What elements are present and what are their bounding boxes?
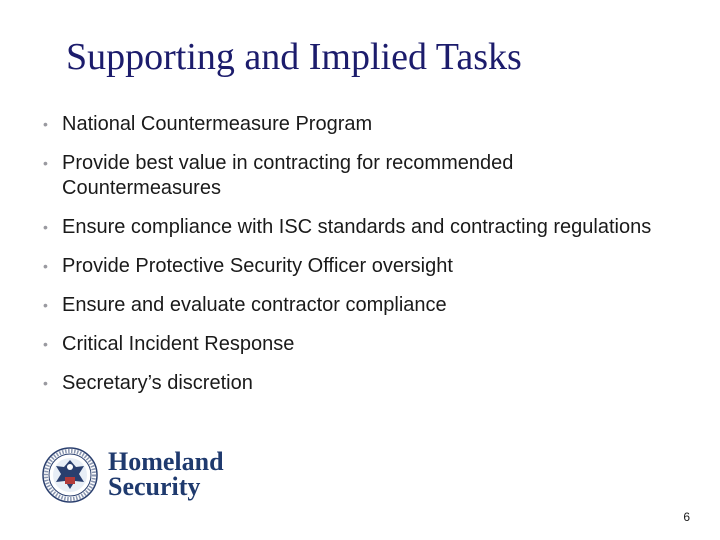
bullet-text: National Countermeasure Program <box>62 113 373 135</box>
bullet-marker-icon: • <box>43 336 48 352</box>
slide-title: Supporting and Implied Tasks <box>66 36 522 78</box>
bullet-item <box>30 293 670 318</box>
bullet-text: Ensure compliance with ISC standards and contracting regulations <box>62 216 652 238</box>
bullet-item <box>30 215 670 240</box>
bullet-item <box>30 332 670 357</box>
bullet-marker-icon: • <box>43 219 48 235</box>
bullet-marker-icon: • <box>43 258 48 274</box>
dhs-seal-icon <box>42 447 98 503</box>
bullet-item <box>30 151 670 201</box>
bullet-marker-icon: • <box>43 375 48 391</box>
bullet-text: Ensure and evaluate contractor compliance <box>62 294 447 316</box>
bullet-text: Provide best value in contracting for recommended Countermeasures <box>62 152 514 199</box>
dhs-logo <box>42 447 232 505</box>
bullet-item <box>30 112 670 137</box>
bullet-text: Secretary’s discretion <box>62 372 253 394</box>
logo-line-security: Security <box>108 472 201 501</box>
bullet-item <box>30 371 670 396</box>
logo-wordmark <box>108 449 224 499</box>
bullet-item <box>30 254 670 279</box>
bullet-list <box>30 112 670 396</box>
bullet-text: Provide Protective Security Officer oversight <box>62 255 453 277</box>
bullet-marker-icon: • <box>43 297 48 313</box>
bullet-marker-icon: • <box>43 155 48 171</box>
bullet-marker-icon: • <box>43 116 48 132</box>
page-number: 6 <box>683 510 690 524</box>
logo-line-homeland: Homeland <box>108 447 224 476</box>
bullet-text: Critical Incident Response <box>62 333 295 355</box>
